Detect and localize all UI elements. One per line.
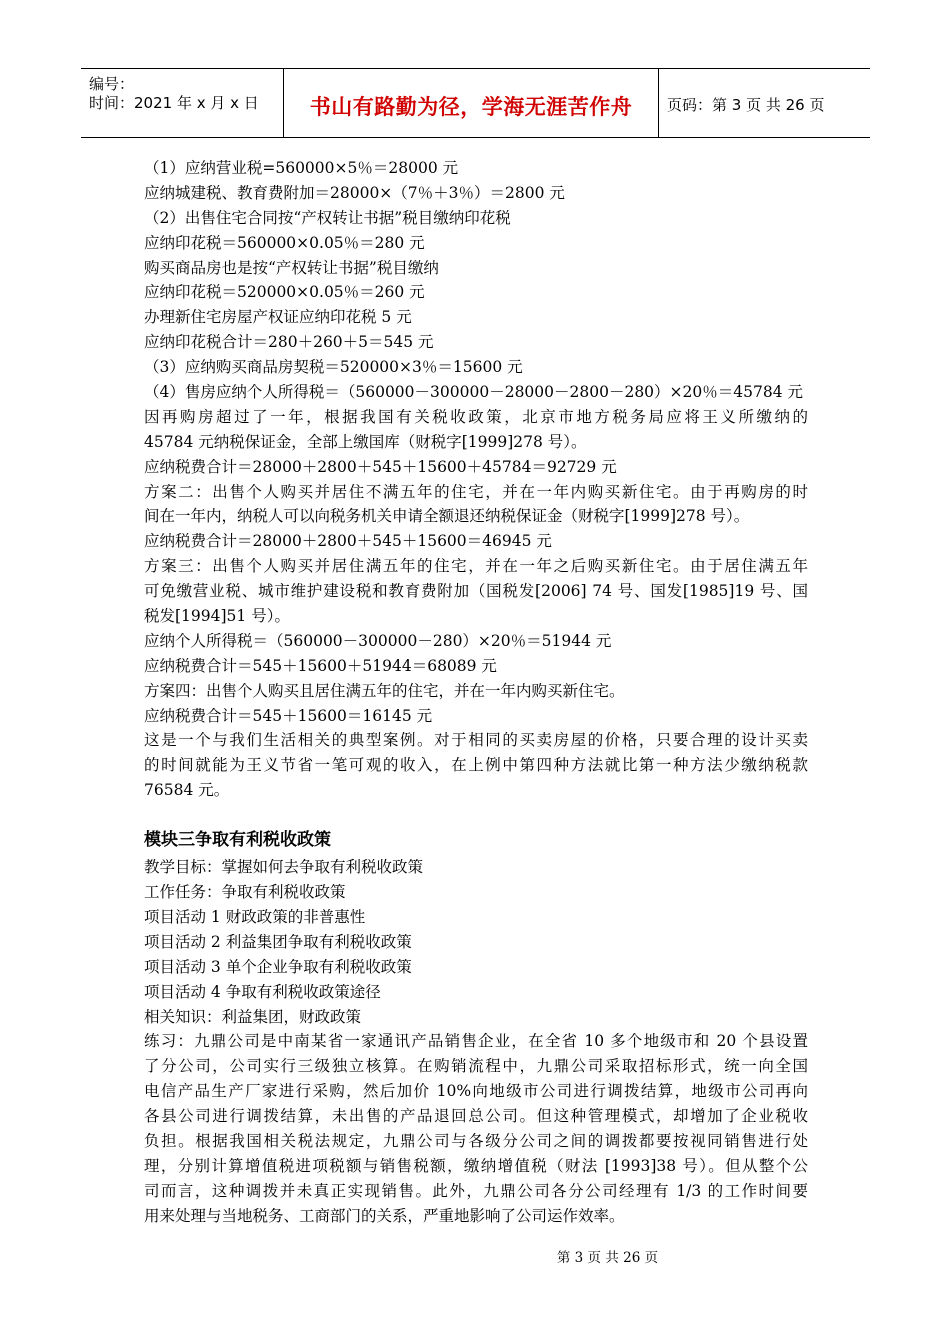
header-meta bbox=[81, 69, 284, 137]
text-line: （2）出售住宅合同按“产权转让书据”税目缴纳印花税 bbox=[144, 208, 511, 227]
page-footer bbox=[0, 1246, 950, 1266]
text-line: 项目活动 3 单个企业争取有利税收政策 bbox=[144, 957, 412, 976]
text-line: 方案四：出售个人购买且居住满五年的住宅，并在一年内购买新住宅。 bbox=[144, 681, 625, 700]
text-line: 税发[1994]51 号）。 bbox=[144, 607, 290, 626]
text-line: （4）售房应纳个人所得税＝（560000－300000－28000－2800－280）×20％＝45784 元 bbox=[144, 383, 803, 402]
text-line: 了分公司，公司实行三级独立核算。在购销流程中，九鼎公司采取招标形式，统一向全国 bbox=[144, 1057, 808, 1076]
text-line: 方案三：出售个人购买并居住满五年的住宅，并在一年之后购买新住宅。由于居住满五年 bbox=[144, 557, 808, 576]
text-line: 76584 元。 bbox=[144, 781, 230, 800]
text-line: 用来处理与当地税务、工商部门的关系，严重地影响了公司运作效率。 bbox=[144, 1206, 625, 1225]
text-line: 工作任务：争取有利税收政策 bbox=[144, 883, 346, 902]
text-line: 方案二：出售个人购买并居住不满五年的住宅，并在一年内购买新住宅。由于再购房的时 bbox=[144, 482, 808, 501]
calculation-section bbox=[144, 156, 808, 803]
text-line: 购买商品房也是按“产权转让书据”税目缴纳 bbox=[144, 258, 439, 277]
footer-page-number: 第 3 页 共 26 页 bbox=[556, 1250, 659, 1266]
text-line: 因再购房超过了一年，根据我国有关税收政策，北京市地方税务局应将王义所缴纳的 bbox=[144, 407, 808, 426]
text-line: 练习：九鼎公司是中南某省一家通讯产品销售企业，在全省 10 多个地级市和 20 个县设置 bbox=[144, 1032, 808, 1051]
text-line: 项目活动 1 财政政策的非普惠性 bbox=[144, 907, 366, 926]
module-section bbox=[144, 855, 808, 1228]
text-line: 司而言，这种调拨并未真正实现销售。此外，九鼎公司各分公司经理有 1/3 的工作时间要 bbox=[144, 1181, 808, 1200]
header-page-cell bbox=[659, 69, 870, 137]
text-line: 负担。根据我国相关税法规定，九鼎公司与各级分公司之间的调拨都要按视同销售进行处 bbox=[144, 1131, 808, 1150]
text-line: 应纳税费合计＝28000＋2800＋545＋15600＝46945 元 bbox=[144, 532, 552, 551]
text-line: 间在一年内，纳税人可以向税务机关申请全额退还纳税保证金（财税字[1999]278 号）。 bbox=[144, 507, 750, 526]
section-heading: 模块三争取有利税收政策 bbox=[144, 830, 331, 851]
text-line: （1）应纳营业税=560000×5％＝28000 元 bbox=[144, 159, 459, 177]
text-line: 45784 元纳税保证金，全部上缴国库（财税字[1999]278 号）。 bbox=[144, 432, 587, 451]
text-line: 相关知识：利益集团，财政政策 bbox=[144, 1007, 362, 1026]
text-line: 应纳印花税＝520000×0.05％＝260 元 bbox=[144, 283, 425, 302]
text-line: 这是一个与我们生活相关的典型案例。对于相同的买卖房屋的价格，只要合理的设计买卖 bbox=[144, 731, 808, 750]
page-header bbox=[81, 68, 870, 138]
text-line: 可免缴营业税、城市维护建设税和教育费附加（国税发[2006] 74 号、国发[1985]19 号、国 bbox=[144, 582, 808, 601]
text-line: 应纳印花税＝560000×0.05％＝280 元 bbox=[144, 233, 425, 252]
text-line: 各县公司进行调拨结算，未出售的产品退回总公司。但这种管理模式，却增加了企业税收 bbox=[144, 1107, 808, 1126]
text-line: 电信产品生产厂家进行采购，然后加价 10%向地级市公司进行调拨结算，地级市公司再向 bbox=[144, 1082, 808, 1101]
text-line: 教学目标：掌握如何去争取有利税收政策 bbox=[144, 858, 424, 877]
doc-number-label: 编号： bbox=[89, 75, 135, 93]
text-line: 理，分别计算增值税进项税额与销售税额，缴纳增值税（财法 [1993]38 号）。但从整个公 bbox=[144, 1156, 808, 1175]
text-line: 项目活动 4 争取有利税收政策途径 bbox=[144, 982, 381, 1001]
text-line: 办理新住宅房屋产权证应纳印花税 5 元 bbox=[144, 308, 412, 327]
text-line: 的时间就能为王义节省一笔可观的收入，在上例中第四种方法就比第一种方法少缴纳税款 bbox=[144, 756, 808, 775]
text-line: 应纳个人所得税＝（560000－300000－280）×20％＝51944 元 bbox=[144, 631, 612, 650]
date-line: 时间：2021 年 x 月 x 日 bbox=[89, 94, 259, 112]
header-motto: 书山有路勤为径，学海无涯苦作舟 bbox=[309, 95, 633, 119]
header-motto-cell bbox=[284, 69, 659, 137]
text-line: 应纳税费合计＝545＋15600＋51944＝68089 元 bbox=[144, 656, 497, 675]
text-line: （3）应纳购买商品房契税＝520000×3％＝15600 元 bbox=[144, 358, 523, 377]
text-line: 应纳税费合计＝28000＋2800＋545＋15600＋45784＝92729 元 bbox=[144, 457, 617, 476]
text-line: 项目活动 2 利益集团争取有利税收政策 bbox=[144, 932, 412, 951]
body-text bbox=[144, 156, 808, 1229]
text-line: 应纳印花税合计＝280＋260＋5＝545 元 bbox=[144, 333, 434, 352]
text-line: 应纳城建税、教育费附加＝28000×（7％＋3％）＝2800 元 bbox=[144, 183, 565, 202]
header-page-info: 页码：第 3 页 共 26 页 bbox=[667, 96, 825, 114]
text-line: 应纳税费合计＝545＋15600＝16145 元 bbox=[144, 706, 433, 725]
